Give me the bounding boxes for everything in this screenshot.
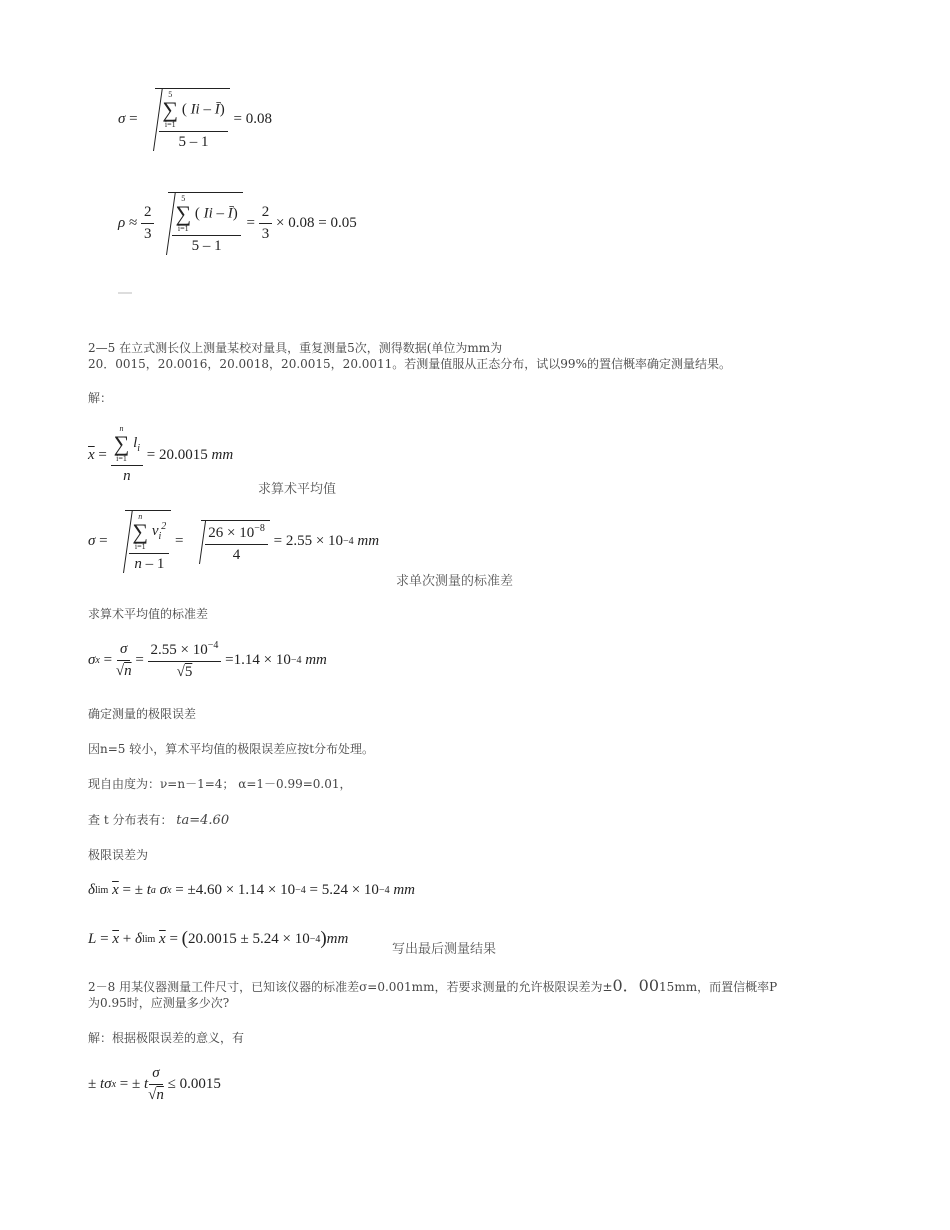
label-limit: 确定测量的极限误差	[88, 707, 197, 721]
ttable-prefix: 查 t 分布表有：	[88, 813, 173, 827]
note-single-std: 求单次测量的标准差	[396, 574, 514, 589]
sigma-single: 2.55	[285, 533, 313, 549]
problem-2-8-line1-b: 15mm，而置信概率P	[659, 980, 778, 994]
scan-mark	[118, 292, 132, 294]
problem-2-8-line2: 为0.95时，应测量多少次?	[88, 996, 230, 1010]
label-limit-is: 极限误差为	[88, 848, 149, 862]
equation-limit: δ lim $\overline{x}$ = ± t a σ x = ± 4.60 × 1.14 × 10 −4 = 5.24 × 10 −4 mm	[88, 882, 415, 898]
sigma-mean: 1.14	[233, 652, 260, 668]
equation-rho: ρ ≈ $\frac{2}{3}$ 5 ∑ i=1 ( Ii – Ī) 5 – 1 = $\frac{2}{3}$ × 0.08 = 0.05	[118, 194, 357, 254]
ttable-text	[88, 812, 229, 829]
equation-final: L = $\overline{x}$ + δ lim $\overline{x}$ = ( 20.0015 ± 5.24 × 10 −4 ) mm	[88, 928, 349, 949]
problem-2-5-line1: 2—5 在立式测长仪上测量某校对量具，重复测量5次，测得数据(单位为mm为	[88, 341, 503, 355]
t-value: 4.60	[195, 882, 222, 898]
equation-single-std: σ = n ∑ i=1 $v_i^2$ n – 1 = $\frac{26 \times 10^{-8}}{4}$ = 2.55 × 10 −4 mm	[88, 512, 380, 572]
note-mean: 求算术平均值	[258, 482, 337, 497]
problem-2-8-line1-a: 2－8 用某仪器测量工件尺寸，已知该仪器的标准差σ=0.001mm，若要求测量的允许极限误差为±	[88, 980, 613, 994]
equation-mean: $\overline{x}$ = n ∑ i=1 $l_i$ n = 20.0015 mm	[88, 424, 234, 484]
equation-inequality: ± t σ x = ± t $\frac{\sigma}{√n}$ ≤ 0.0015	[88, 1065, 221, 1103]
problem-2-8-line1-big: 0．00	[612, 976, 660, 995]
solution-label: 解：	[88, 391, 113, 405]
sigma-result: 0.08	[245, 111, 272, 127]
reason-text: 因n=5 较小，算术平均值的极限误差应按t分布处理。	[88, 742, 375, 756]
limit-bound: 0.0015	[179, 1076, 221, 1092]
problem-2-8-solution: 解：根据极限误差的意义，有	[88, 1031, 245, 1045]
mean-value: 20.0015	[159, 446, 208, 463]
equation-sigma-mean: σ x = $\frac{\sigma}{√n}$ = $\frac{2.55 \times 10^{-4}}{√5}$ = 1.14 × 10 −4 mm	[88, 640, 327, 680]
note-final: 写出最后测量结果	[392, 942, 497, 957]
problem-2-5-line2: 20．0015，20.0016，20.0018，20.0015，20.0011。若测量值服从正态分布，试以99%的置信概率确定测量结果。	[88, 357, 731, 371]
rho-result: 0.05	[330, 215, 357, 231]
label-mean-std: 求算术平均值的标准差	[88, 607, 209, 621]
ttable-value: ta=4.60	[176, 813, 230, 828]
problem-2-8-line1	[88, 978, 777, 995]
equation-sigma: σ = 5 ∑ i=1 ( Ii – Ī) 5 – 1 = 0.08	[118, 90, 272, 150]
dof-text: 现自由度为：ν=n－1=4； α=1－0.99=0.01，	[88, 777, 352, 791]
limit-value: 5.24	[321, 882, 348, 898]
